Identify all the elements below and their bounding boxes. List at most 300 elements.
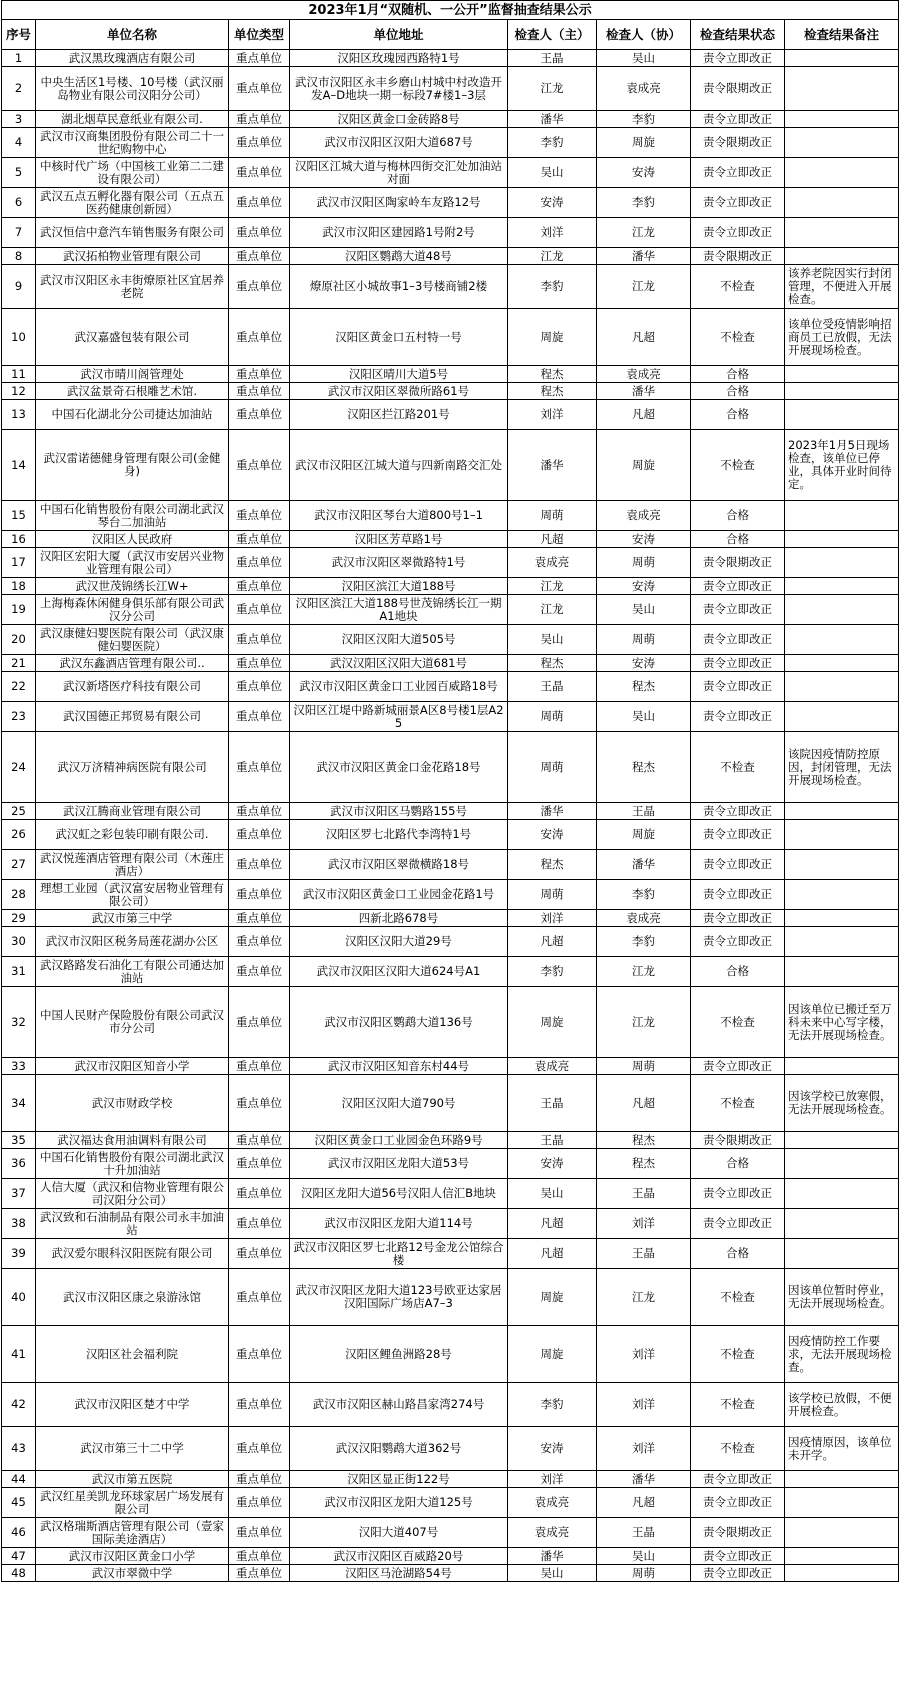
cell-inspector-assist: 王晶	[597, 1239, 691, 1269]
cell-address: 武汉市汉阳区罗七北路12号金龙公馆综合楼	[290, 1239, 508, 1269]
cell-address: 武汉市汉阳区百威路20号	[290, 1548, 508, 1565]
cell-name: 中国石化销售股份有限公司湖北武汉十升加油站	[36, 1149, 229, 1179]
cell-note	[785, 1471, 899, 1488]
cell-inspector-assist: 安涛	[597, 655, 691, 672]
cell-inspector-main: 程杰	[508, 850, 597, 880]
title-row	[2, 1, 899, 20]
cell-name: 汉阳区人民政府	[36, 531, 229, 548]
cell-name: 武汉康健妇婴医院有限公司（武汉康健妇婴医院）	[36, 625, 229, 655]
table-row	[2, 1209, 899, 1239]
cell-name: 武汉市晴川阁管理处	[36, 366, 229, 383]
cell-note	[785, 625, 899, 655]
header-note: 检查结果备注	[785, 20, 899, 50]
table-row	[2, 1132, 899, 1149]
cell-status: 不检查	[691, 732, 785, 803]
table-row	[2, 1149, 899, 1179]
table-row	[2, 987, 899, 1058]
cell-note	[785, 910, 899, 927]
cell-address: 武汉汉阳鹦鹉大道362号	[290, 1427, 508, 1471]
cell-status: 合格	[691, 400, 785, 430]
cell-address: 武汉市汉阳区陶家岭车友路12号	[290, 188, 508, 218]
table-row	[2, 309, 899, 366]
cell-no: 32	[2, 987, 36, 1058]
cell-status: 合格	[691, 1149, 785, 1179]
cell-no: 42	[2, 1383, 36, 1427]
cell-type: 重点单位	[229, 1548, 290, 1565]
cell-note: 因该学校已放寒假，无法开展现场检查。	[785, 1075, 899, 1132]
cell-address: 汉阳区江堤中路新城丽景A区8号楼1层A25	[290, 702, 508, 732]
cell-name: 武汉市汉阳区税务局莲花湖办公区	[36, 927, 229, 957]
cell-name: 中国石化销售股份有限公司湖北武汉琴台二加油站	[36, 501, 229, 531]
cell-no: 5	[2, 158, 36, 188]
cell-no: 33	[2, 1058, 36, 1075]
cell-address: 武汉市汉阳区知音东村44号	[290, 1058, 508, 1075]
cell-no: 46	[2, 1518, 36, 1548]
cell-no: 25	[2, 803, 36, 820]
cell-status: 责令立即改正	[691, 158, 785, 188]
cell-no: 23	[2, 702, 36, 732]
cell-status: 合格	[691, 501, 785, 531]
cell-type: 重点单位	[229, 383, 290, 400]
cell-note: 该院因疫情防控原因，封闭管理，无法开展现场检查。	[785, 732, 899, 803]
cell-note	[785, 501, 899, 531]
cell-note: 因疫情原因，该单位未开学。	[785, 1427, 899, 1471]
cell-note	[785, 1488, 899, 1518]
cell-no: 9	[2, 265, 36, 309]
cell-inspector-assist: 袁成亮	[597, 910, 691, 927]
cell-inspector-main: 潘华	[508, 1548, 597, 1565]
table-row	[2, 578, 899, 595]
cell-no: 24	[2, 732, 36, 803]
cell-name: 武汉市第三中学	[36, 910, 229, 927]
cell-address: 汉阳区汉阳大道29号	[290, 927, 508, 957]
cell-name: 中国石化湖北分公司捷达加油站	[36, 400, 229, 430]
cell-name: 武汉市第三十二中学	[36, 1427, 229, 1471]
cell-inspector-assist: 刘洋	[597, 1209, 691, 1239]
cell-status: 责令立即改正	[691, 1471, 785, 1488]
cell-address: 汉阳区鲤鱼洲路28号	[290, 1326, 508, 1383]
table-row	[2, 1488, 899, 1518]
table-row	[2, 803, 899, 820]
cell-address: 武汉市汉阳区江城大道与四新南路交汇处	[290, 430, 508, 501]
header-type: 单位类型	[229, 20, 290, 50]
cell-no: 31	[2, 957, 36, 987]
table-row	[2, 430, 899, 501]
cell-inspector-main: 袁成亮	[508, 1488, 597, 1518]
cell-inspector-main: 李豹	[508, 957, 597, 987]
cell-name: 武汉市汉阳区黄金口小学	[36, 1548, 229, 1565]
cell-type: 重点单位	[229, 67, 290, 111]
cell-inspector-assist: 凡超	[597, 309, 691, 366]
cell-address: 汉阳区滨江大道188号	[290, 578, 508, 595]
cell-inspector-main: 潘华	[508, 430, 597, 501]
cell-type: 重点单位	[229, 1427, 290, 1471]
cell-inspector-main: 潘华	[508, 111, 597, 128]
table-row	[2, 1427, 899, 1471]
cell-address: 汉阳大道407号	[290, 1518, 508, 1548]
cell-no: 27	[2, 850, 36, 880]
cell-no: 41	[2, 1326, 36, 1383]
cell-type: 重点单位	[229, 400, 290, 430]
cell-inspector-main: 凡超	[508, 1239, 597, 1269]
cell-type: 重点单位	[229, 1239, 290, 1269]
cell-no: 22	[2, 672, 36, 702]
cell-type: 重点单位	[229, 702, 290, 732]
cell-address: 汉阳区拦江路201号	[290, 400, 508, 430]
cell-note	[785, 1209, 899, 1239]
cell-inspector-main: 江龙	[508, 578, 597, 595]
cell-type: 重点单位	[229, 595, 290, 625]
cell-type: 重点单位	[229, 820, 290, 850]
cell-address: 武汉市汉阳区龙阳大道53号	[290, 1149, 508, 1179]
cell-address: 武汉市汉阳区永丰乡磨山村城中村改造开发A–D地块一期一标段7#楼1–3层	[290, 67, 508, 111]
table-row	[2, 672, 899, 702]
cell-name: 人信大厦（武汉和信物业管理有限公司汉阳分公司）	[36, 1179, 229, 1209]
table-row	[2, 732, 899, 803]
cell-name: 武汉恒信中意汽车销售服务有限公司	[36, 218, 229, 248]
cell-type: 重点单位	[229, 880, 290, 910]
cell-name: 武汉市汉阳区永丰街燎原社区宜居养老院	[36, 265, 229, 309]
cell-status: 责令限期改正	[691, 128, 785, 158]
cell-note	[785, 1058, 899, 1075]
cell-inspector-main: 袁成亮	[508, 1058, 597, 1075]
cell-address: 汉阳区汉阳大道790号	[290, 1075, 508, 1132]
cell-inspector-main: 周旋	[508, 1269, 597, 1326]
cell-inspector-assist: 李豹	[597, 927, 691, 957]
cell-no: 38	[2, 1209, 36, 1239]
table-row	[2, 957, 899, 987]
cell-note	[785, 531, 899, 548]
table-row	[2, 1471, 899, 1488]
table-row	[2, 158, 899, 188]
table-row	[2, 128, 899, 158]
cell-no: 37	[2, 1179, 36, 1209]
cell-status: 不检查	[691, 1383, 785, 1427]
cell-note	[785, 158, 899, 188]
cell-name: 武汉路路发石油化工有限公司通达加油站	[36, 957, 229, 987]
cell-address: 汉阳区马沧湖路54号	[290, 1565, 508, 1582]
cell-inspector-assist: 潘华	[597, 850, 691, 880]
cell-address: 汉阳区晴川大道5号	[290, 366, 508, 383]
cell-note	[785, 595, 899, 625]
cell-note: 因该单位已搬迁至万科未来中心写字楼，无法开展现场检查。	[785, 987, 899, 1058]
cell-note	[785, 850, 899, 880]
cell-inspector-main: 李豹	[508, 265, 597, 309]
cell-status: 不检查	[691, 430, 785, 501]
cell-status: 责令立即改正	[691, 803, 785, 820]
header-inspector-assist: 检查人（协）	[597, 20, 691, 50]
cell-name: 武汉致和石油制品有限公司永丰加油站	[36, 1209, 229, 1239]
cell-inspector-main: 程杰	[508, 383, 597, 400]
cell-inspector-main: 凡超	[508, 1209, 597, 1239]
cell-note	[785, 880, 899, 910]
cell-address: 汉阳区汉阳大道505号	[290, 625, 508, 655]
cell-inspector-assist: 李豹	[597, 111, 691, 128]
cell-inspector-assist: 李豹	[597, 188, 691, 218]
cell-inspector-main: 王晶	[508, 50, 597, 67]
cell-note	[785, 548, 899, 578]
inspection-results-table	[1, 0, 899, 1582]
cell-note	[785, 67, 899, 111]
cell-no: 12	[2, 383, 36, 400]
cell-inspector-main: 袁成亮	[508, 1518, 597, 1548]
cell-inspector-main: 李豹	[508, 1383, 597, 1427]
cell-name: 武汉黑玫瑰酒店有限公司	[36, 50, 229, 67]
cell-status: 不检查	[691, 1326, 785, 1383]
cell-address: 汉阳区罗七北路代李湾特1号	[290, 820, 508, 850]
cell-address: 武汉市汉阳区龙阳大道125号	[290, 1488, 508, 1518]
cell-status: 责令立即改正	[691, 218, 785, 248]
cell-name: 上海梅森休闲健身俱乐部有限公司武汉分公司	[36, 595, 229, 625]
cell-status: 不检查	[691, 1075, 785, 1132]
cell-status: 责令立即改正	[691, 702, 785, 732]
cell-type: 重点单位	[229, 1565, 290, 1582]
cell-inspector-assist: 刘洋	[597, 1383, 691, 1427]
header-status: 检查结果状态	[691, 20, 785, 50]
cell-no: 21	[2, 655, 36, 672]
table-row	[2, 366, 899, 383]
cell-no: 1	[2, 50, 36, 67]
cell-status: 责令立即改正	[691, 1488, 785, 1518]
cell-status: 责令立即改正	[691, 595, 785, 625]
cell-note	[785, 111, 899, 128]
table-row	[2, 188, 899, 218]
cell-status: 合格	[691, 957, 785, 987]
cell-type: 重点单位	[229, 1149, 290, 1179]
cell-type: 重点单位	[229, 501, 290, 531]
cell-inspector-main: 吴山	[508, 1179, 597, 1209]
table-row	[2, 265, 899, 309]
cell-type: 重点单位	[229, 578, 290, 595]
cell-type: 重点单位	[229, 548, 290, 578]
cell-inspector-assist: 李豹	[597, 880, 691, 910]
cell-note	[785, 803, 899, 820]
cell-no: 17	[2, 548, 36, 578]
table-row	[2, 850, 899, 880]
cell-inspector-main: 吴山	[508, 158, 597, 188]
table-row	[2, 400, 899, 430]
cell-no: 18	[2, 578, 36, 595]
cell-inspector-assist: 安涛	[597, 531, 691, 548]
table-row	[2, 248, 899, 265]
cell-no: 39	[2, 1239, 36, 1269]
cell-type: 重点单位	[229, 1269, 290, 1326]
cell-inspector-main: 凡超	[508, 927, 597, 957]
cell-inspector-main: 刘洋	[508, 400, 597, 430]
cell-status: 责令立即改正	[691, 1565, 785, 1582]
cell-no: 29	[2, 910, 36, 927]
cell-status: 责令立即改正	[691, 1179, 785, 1209]
table-row	[2, 655, 899, 672]
cell-type: 重点单位	[229, 1326, 290, 1383]
cell-status: 责令立即改正	[691, 672, 785, 702]
cell-note: 该学校已放假，不便开展检查。	[785, 1383, 899, 1427]
cell-type: 重点单位	[229, 218, 290, 248]
table-row	[2, 531, 899, 548]
cell-note	[785, 366, 899, 383]
cell-inspector-assist: 刘洋	[597, 1427, 691, 1471]
cell-no: 40	[2, 1269, 36, 1326]
cell-name: 武汉江腾商业管理有限公司	[36, 803, 229, 820]
cell-name: 武汉市汉商集团股份有限公司二十一世纪购物中心	[36, 128, 229, 158]
cell-no: 2	[2, 67, 36, 111]
cell-status: 责令立即改正	[691, 910, 785, 927]
cell-address: 汉阳区黄金口工业园金色环路9号	[290, 1132, 508, 1149]
cell-inspector-assist: 周萌	[597, 625, 691, 655]
cell-inspector-assist: 凡超	[597, 1488, 691, 1518]
cell-status: 责令立即改正	[691, 820, 785, 850]
cell-inspector-assist: 袁成亮	[597, 366, 691, 383]
header-name: 单位名称	[36, 20, 229, 50]
cell-inspector-assist: 江龙	[597, 1269, 691, 1326]
cell-status: 责令限期改正	[691, 548, 785, 578]
cell-note	[785, 383, 899, 400]
cell-inspector-assist: 吴山	[597, 50, 691, 67]
table-row	[2, 1058, 899, 1075]
cell-name: 武汉市翠微中学	[36, 1565, 229, 1582]
cell-inspector-main: 周萌	[508, 880, 597, 910]
cell-name: 中央生活区1号楼、10号楼（武汉丽岛物业有限公司汉阳分公司）	[36, 67, 229, 111]
cell-address: 武汉市汉阳区琴台大道800号1–1	[290, 501, 508, 531]
cell-inspector-assist: 安涛	[597, 158, 691, 188]
table-row	[2, 50, 899, 67]
cell-inspector-main: 安涛	[508, 820, 597, 850]
cell-inspector-main: 安涛	[508, 1149, 597, 1179]
cell-note	[785, 1565, 899, 1582]
table-row	[2, 111, 899, 128]
cell-status: 不检查	[691, 309, 785, 366]
cell-inspector-assist: 安涛	[597, 578, 691, 595]
cell-name: 中核时代广场（中国核工业第二二建设有限公司）	[36, 158, 229, 188]
cell-note	[785, 1518, 899, 1548]
cell-type: 重点单位	[229, 188, 290, 218]
cell-no: 4	[2, 128, 36, 158]
cell-no: 6	[2, 188, 36, 218]
cell-no: 34	[2, 1075, 36, 1132]
table-row	[2, 625, 899, 655]
cell-address: 武汉市汉阳区汉阳大道624号A1	[290, 957, 508, 987]
cell-name: 武汉嘉盛包装有限公司	[36, 309, 229, 366]
cell-note	[785, 50, 899, 67]
cell-note	[785, 248, 899, 265]
cell-name: 武汉红星美凯龙环球家居广场发展有限公司	[36, 1488, 229, 1518]
cell-type: 重点单位	[229, 50, 290, 67]
cell-type: 重点单位	[229, 625, 290, 655]
cell-status: 责令限期改正	[691, 1132, 785, 1149]
cell-status: 责令立即改正	[691, 625, 785, 655]
header-address: 单位地址	[290, 20, 508, 50]
cell-name: 武汉东鑫酒店管理有限公司..	[36, 655, 229, 672]
cell-status: 责令立即改正	[691, 188, 785, 218]
table-row	[2, 910, 899, 927]
table-row	[2, 383, 899, 400]
cell-inspector-main: 周萌	[508, 732, 597, 803]
cell-name: 武汉新塔医疗科技有限公司	[36, 672, 229, 702]
cell-inspector-assist: 周旋	[597, 820, 691, 850]
cell-name: 武汉雷诺德健身管理有限公司(金健身)	[36, 430, 229, 501]
cell-status: 不检查	[691, 1427, 785, 1471]
cell-no: 47	[2, 1548, 36, 1565]
cell-status: 责令限期改正	[691, 67, 785, 111]
cell-note	[785, 927, 899, 957]
cell-inspector-assist: 潘华	[597, 1471, 691, 1488]
table-row	[2, 67, 899, 111]
cell-no: 30	[2, 927, 36, 957]
cell-status: 合格	[691, 1239, 785, 1269]
cell-type: 重点单位	[229, 265, 290, 309]
cell-no: 48	[2, 1565, 36, 1582]
cell-name: 武汉市汉阳区康之泉游泳馆	[36, 1269, 229, 1326]
cell-status: 责令立即改正	[691, 927, 785, 957]
cell-address: 四新北路678号	[290, 910, 508, 927]
cell-no: 13	[2, 400, 36, 430]
cell-inspector-main: 程杰	[508, 655, 597, 672]
cell-address: 汉阳区芳草路1号	[290, 531, 508, 548]
cell-address: 汉阳区显正街122号	[290, 1471, 508, 1488]
cell-name: 武汉万济精神病医院有限公司	[36, 732, 229, 803]
cell-no: 7	[2, 218, 36, 248]
cell-type: 重点单位	[229, 309, 290, 366]
table-row	[2, 1179, 899, 1209]
cell-type: 重点单位	[229, 1209, 290, 1239]
cell-address: 武汉市汉阳区黄金口工业园金花路1号	[290, 880, 508, 910]
cell-inspector-assist: 凡超	[597, 400, 691, 430]
cell-inspector-assist: 周旋	[597, 430, 691, 501]
cell-inspector-main: 周旋	[508, 309, 597, 366]
cell-inspector-assist: 王晶	[597, 1179, 691, 1209]
table-row	[2, 702, 899, 732]
cell-address: 武汉市汉阳区翠微所路61号	[290, 383, 508, 400]
cell-type: 重点单位	[229, 111, 290, 128]
cell-address: 燎原社区小城故事1–3号楼商铺2楼	[290, 265, 508, 309]
cell-note	[785, 188, 899, 218]
cell-inspector-main: 周萌	[508, 501, 597, 531]
table-row	[2, 1239, 899, 1269]
cell-type: 重点单位	[229, 850, 290, 880]
cell-type: 重点单位	[229, 672, 290, 702]
cell-inspector-assist: 江龙	[597, 265, 691, 309]
cell-no: 16	[2, 531, 36, 548]
cell-no: 15	[2, 501, 36, 531]
cell-no: 19	[2, 595, 36, 625]
cell-inspector-assist: 吴山	[597, 702, 691, 732]
cell-address: 汉阳区龙阳大道56号汉阳人信汇B地块	[290, 1179, 508, 1209]
cell-note: 该单位受疫情影响招商员工已放假，无法开展现场检查。	[785, 309, 899, 366]
cell-inspector-assist: 江龙	[597, 218, 691, 248]
table-row	[2, 1269, 899, 1326]
cell-type: 重点单位	[229, 128, 290, 158]
cell-type: 重点单位	[229, 366, 290, 383]
cell-name: 武汉市汉阳区楚才中学	[36, 1383, 229, 1427]
cell-type: 重点单位	[229, 430, 290, 501]
cell-address: 武汉市汉阳区马鹦路155号	[290, 803, 508, 820]
cell-type: 重点单位	[229, 927, 290, 957]
cell-name: 理想工业园（武汉富安居物业管理有限公司）	[36, 880, 229, 910]
cell-type: 重点单位	[229, 803, 290, 820]
cell-address: 武汉市汉阳区翠微横路18号	[290, 850, 508, 880]
cell-inspector-assist: 潘华	[597, 383, 691, 400]
cell-inspector-main: 凡超	[508, 531, 597, 548]
cell-inspector-main: 江龙	[508, 595, 597, 625]
table-row	[2, 501, 899, 531]
cell-address: 汉阳区黄金口五村特一号	[290, 309, 508, 366]
cell-name: 武汉虹之彩包装印刷有限公司.	[36, 820, 229, 850]
cell-status: 责令立即改正	[691, 50, 785, 67]
cell-status: 责令限期改正	[691, 248, 785, 265]
cell-name: 武汉盆景奇石根雕艺术馆.	[36, 383, 229, 400]
cell-inspector-assist: 程杰	[597, 672, 691, 702]
cell-address: 武汉市汉阳区龙阳大道123号欧亚达家居汉阳国际广场店A7–3	[290, 1269, 508, 1326]
